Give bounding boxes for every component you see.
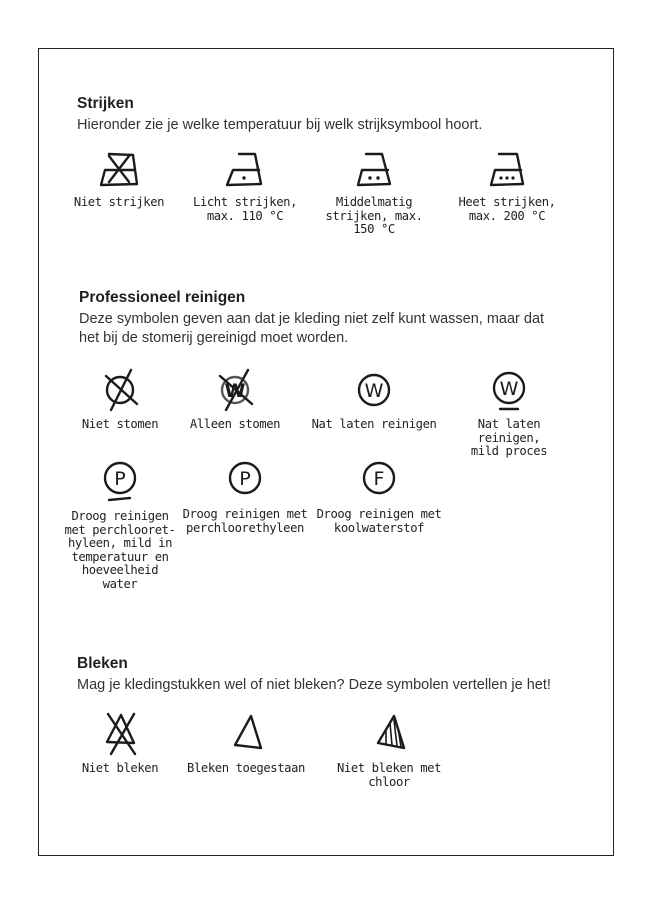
symbol-label: Niet stomen [81, 417, 159, 431]
symbol-label: Middelmatig strijken, max. 150 °C [325, 195, 423, 236]
symbol-label: Niet bleken [81, 761, 159, 775]
svg-text:W: W [499, 378, 519, 400]
symbol-label: Licht strijken, max. 110 °C [192, 195, 298, 223]
section-intro-professioneel-reinigen: Deze symbolen geven aan dat je kleding niet zelf kunt wassen, maar dat het bij de stomerij gereinigd moet worden. [79, 311, 545, 346]
symbol-niet-stomen [55, 366, 185, 432]
symbol-niet-bleken-chloor [324, 710, 454, 789]
iron-three-dots-icon [483, 150, 531, 190]
symbol-label: Niet bleken met chloor [336, 761, 442, 789]
svg-text:F: F [373, 468, 385, 490]
symbol-droog-reinigen-koolwaterstof [314, 456, 444, 535]
symbol-label: Droog reinigen met koolwaterstof [316, 507, 442, 535]
symbol-label: Niet strijken [73, 195, 165, 209]
triangle-icon [221, 710, 271, 756]
symbol-alleen-stomen [170, 366, 300, 432]
svg-text:W: W [364, 380, 384, 402]
symbol-licht-strijken [180, 150, 310, 223]
circle-p-underlined-icon [95, 456, 145, 504]
triangle-striped-icon [364, 710, 414, 756]
symbol-niet-bleken [55, 710, 185, 776]
circle-p-icon [220, 456, 270, 504]
iron-two-dots-icon [350, 150, 398, 190]
section-title-professioneel-reinigen: Professioneel reinigen [79, 289, 246, 306]
symbol-label: Alleen stomen [189, 417, 281, 431]
circle-w-underlined-icon [484, 366, 534, 412]
symbol-nat-laten-reinigen-mild [444, 366, 574, 459]
symbol-label: Nat laten reinigen, mild proces [470, 417, 548, 458]
symbol-bleken-toegestaan [181, 710, 311, 776]
circle-w-crossed-icon [210, 366, 260, 412]
symbol-niet-strijken [54, 150, 184, 210]
triangle-crossed-icon [95, 710, 145, 756]
circle-crossed-icon [95, 366, 145, 412]
section-title-bleken: Bleken [77, 655, 128, 672]
symbol-heet-strijken [442, 150, 572, 223]
svg-text:W: W [224, 380, 246, 402]
symbol-label: Droog reinigen met perchloorethyleen [182, 507, 308, 535]
symbol-label: Droog reinigen met perchlooret- hyleen, mild in temperatuur en hoeveelheid water [64, 509, 176, 591]
symbol-middelmatig-strijken [309, 150, 439, 237]
symbol-label: Heet strijken, max. 200 °C [458, 195, 556, 223]
symbol-droog-reinigen-perchloorethyleen [180, 456, 310, 535]
circle-w-icon [349, 366, 399, 412]
svg-text:P: P [239, 468, 251, 490]
iron-crossed-icon [95, 150, 143, 190]
symbol-nat-laten-reinigen [309, 366, 439, 432]
section-intro-strijken: Hieronder zie je welke temperatuur bij welk strijksymbool hoort. [77, 117, 483, 133]
svg-text:P: P [114, 468, 126, 490]
circle-f-icon [354, 456, 404, 504]
iron-one-dot-icon [221, 150, 269, 190]
section-title-strijken: Strijken [77, 95, 134, 112]
section-intro-bleken: Mag je kledingstukken wel of niet bleken? Deze symbolen vertellen je het! [77, 677, 551, 693]
symbol-label: Nat laten reinigen [311, 417, 437, 431]
symbol-label: Bleken toegestaan [187, 761, 305, 775]
symbol-droog-reinigen-mild [55, 456, 185, 591]
